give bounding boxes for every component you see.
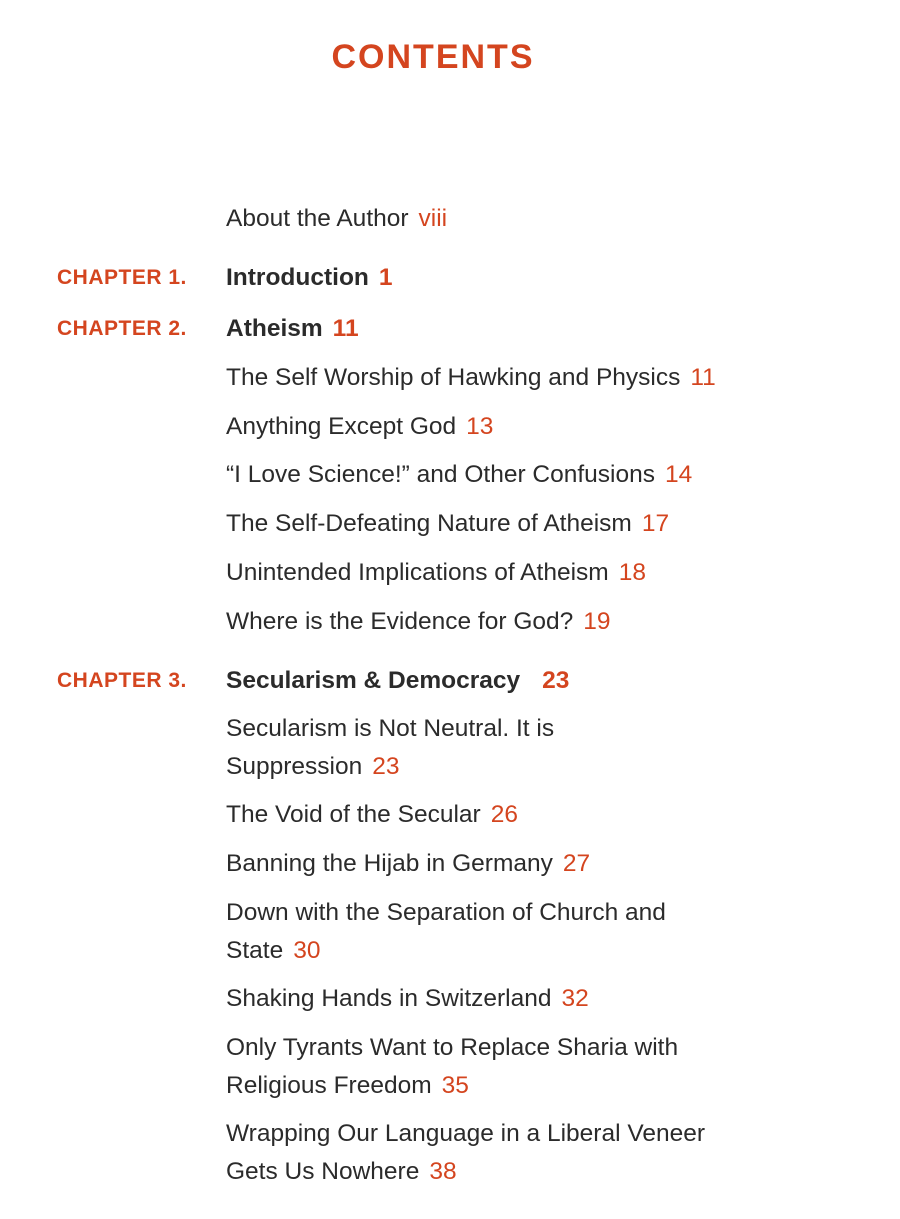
section-title: Down with the Separation of Church and xyxy=(226,899,666,926)
toc-chapter-2[interactable] xyxy=(226,310,786,348)
page-number: 19 xyxy=(583,608,611,635)
toc-section[interactable] xyxy=(226,796,786,834)
chapter-label: CHAPTER 1. xyxy=(57,266,187,289)
page-number: 13 xyxy=(466,413,494,440)
toc-section[interactable] xyxy=(226,1115,786,1191)
page-number: 38 xyxy=(429,1158,457,1185)
page-number: 11 xyxy=(332,315,359,342)
page-number: 23 xyxy=(542,667,570,694)
toc-section[interactable] xyxy=(226,1029,786,1105)
section-title: Secularism is Not Neutral. It is xyxy=(226,715,555,742)
toc-entry-about-author[interactable] xyxy=(226,200,786,238)
page-number: 23 xyxy=(372,753,400,780)
chapter-label: CHAPTER 3. xyxy=(57,669,187,692)
toc-section[interactable] xyxy=(226,554,786,592)
page-number: 26 xyxy=(490,801,518,828)
section-title: Unintended Implications of Atheism xyxy=(226,559,609,586)
page-number: 1 xyxy=(378,264,393,291)
section-title-cont: Gets Us Nowhere xyxy=(226,1158,420,1185)
page-number: viii xyxy=(418,205,448,232)
toc-section[interactable] xyxy=(226,894,786,970)
section-title: The Self-Defeating Nature of Atheism xyxy=(226,510,632,537)
toc-section[interactable] xyxy=(226,359,786,397)
page-number: 14 xyxy=(664,461,693,488)
toc-section[interactable] xyxy=(226,710,786,786)
page-number: 11 xyxy=(690,364,716,391)
section-title-cont: State xyxy=(226,937,284,964)
page-number: 18 xyxy=(618,559,646,586)
section-title: Banning the Hijab in Germany xyxy=(226,850,553,877)
section-title-cont: Suppression xyxy=(226,753,363,780)
page-number: 17 xyxy=(641,510,670,537)
section-title: Shaking Hands in Switzerland xyxy=(226,985,552,1012)
page-number: 30 xyxy=(293,937,321,964)
toc-chapter-1[interactable] xyxy=(226,259,786,297)
page-number: 35 xyxy=(441,1072,469,1099)
toc-section[interactable] xyxy=(226,408,786,446)
section-title: The Self Worship of Hawking and Physics xyxy=(226,364,681,391)
toc-section[interactable] xyxy=(226,845,786,883)
chapter-label: CHAPTER 2. xyxy=(57,317,187,340)
entry-title: About the Author xyxy=(226,205,409,232)
toc-section[interactable] xyxy=(226,505,786,543)
toc-chapter-3[interactable] xyxy=(226,662,786,700)
page-number: 32 xyxy=(561,985,589,1012)
page-number: 27 xyxy=(562,850,591,877)
section-title: Wrapping Our Language in a Liberal Veneer xyxy=(226,1120,705,1147)
section-title: Only Tyrants Want to Replace Sharia with xyxy=(226,1034,679,1061)
chapter-title: Atheism xyxy=(226,315,323,342)
section-title: “I Love Science!” and Other Confusions xyxy=(226,461,655,488)
chapter-title: Introduction xyxy=(226,264,369,291)
toc-section[interactable] xyxy=(226,980,786,1018)
chapter-title: Secularism & Democracy xyxy=(226,667,521,694)
section-title: The Void of the Secular xyxy=(226,801,481,828)
toc-section[interactable] xyxy=(226,456,786,494)
section-title: Anything Except God xyxy=(226,413,457,440)
toc-section[interactable] xyxy=(226,603,786,641)
page-title: CONTENTS xyxy=(331,38,535,76)
section-title-cont: Religious Freedom xyxy=(226,1072,432,1099)
section-title: Where is the Evidence for God? xyxy=(226,608,574,635)
